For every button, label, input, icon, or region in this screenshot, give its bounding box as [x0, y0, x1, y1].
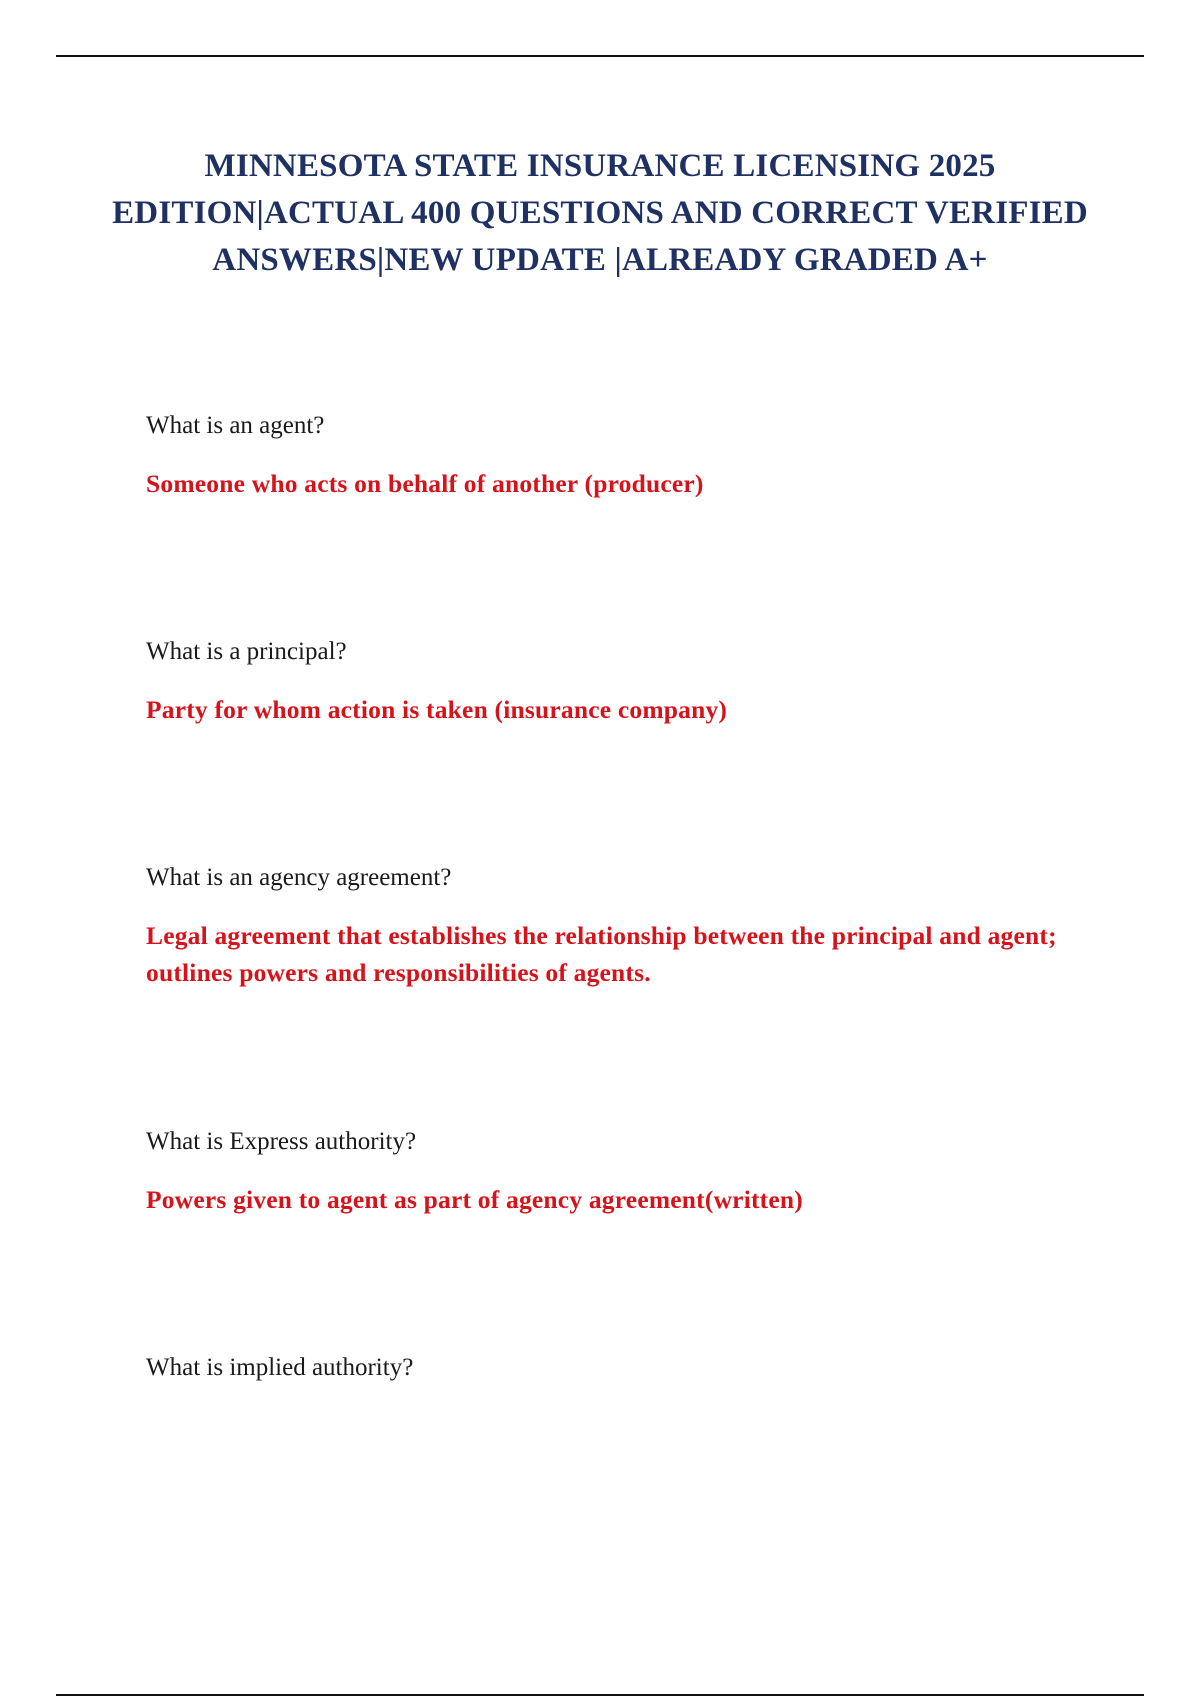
document-title: MINNESOTA STATE INSURANCE LICENSING 2025 EDITION|ACTUAL 400 QUESTIONS AND CORRECT VERIFIED ANSWERS|NEW UPDATE |ALREADY GRADED A+	[112, 148, 1088, 278]
qa-item	[146, 1125, 1106, 1218]
answer-text: Legal agreement that establishes the relationship between the principal and agent; outlines powers and responsibilities of agents.	[146, 921, 1057, 987]
question-text: What is Express authority?	[146, 1128, 417, 1155]
header-rule	[56, 55, 1144, 57]
question-text: What is a principal?	[146, 638, 347, 665]
answer-text: Powers given to agent as part of agency agreement(written)	[146, 1185, 803, 1214]
qa-item	[146, 409, 1106, 502]
answer-text: Someone who acts on behalf of another (producer)	[146, 469, 704, 498]
question-text: What is an agency agreement?	[146, 864, 452, 891]
footer-rule	[56, 1694, 1144, 1696]
question-text: What is an agent?	[146, 412, 325, 439]
question-text: What is implied authority?	[146, 1354, 414, 1381]
qa-item	[146, 635, 1106, 728]
qa-item	[146, 1351, 1106, 1385]
answer-text: Party for whom action is taken (insurance company)	[146, 695, 728, 724]
qa-item	[146, 861, 1106, 991]
